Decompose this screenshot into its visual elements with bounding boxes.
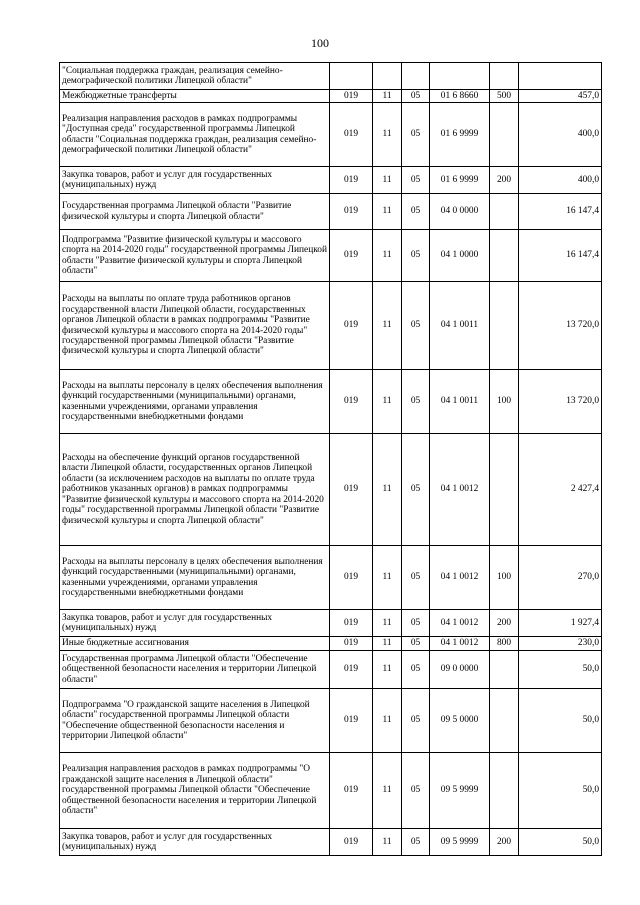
cell-vr (490, 103, 519, 167)
cell-vr: 100 (490, 370, 519, 434)
cell-sum: 16 147,4 (519, 230, 602, 282)
table-row (60, 689, 602, 753)
cell-sum: 50,0 (519, 689, 602, 753)
table-row (60, 103, 602, 167)
table-row (60, 434, 602, 546)
cell-name: Реализация направления расходов в рамках подпрограммы "О гражданской защите населения в Липецкой области" государственной программы Липецкой области "Обеспечение общественной безопасности населения и территории Липецкой области" (60, 753, 330, 829)
cell-sum: 2 427,4 (519, 434, 602, 546)
cell-sum: 13 720,0 (519, 370, 602, 434)
cell-sum (519, 63, 602, 90)
cell-sum: 16 147,4 (519, 194, 602, 230)
cell-rz: 11 (373, 753, 402, 829)
cell-csr: 04 1 0011 (430, 370, 490, 434)
cell-vr (490, 63, 519, 90)
cell-vr (490, 651, 519, 689)
table-row (60, 829, 602, 856)
cell-ved: 019 (330, 194, 373, 230)
cell-pr: 05 (402, 753, 430, 829)
table-row (60, 230, 602, 282)
cell-sum: 230,0 (519, 637, 602, 651)
cell-pr: 05 (402, 651, 430, 689)
cell-pr: 05 (402, 637, 430, 651)
cell-csr: 09 5 9999 (430, 829, 490, 856)
cell-rz: 11 (373, 610, 402, 637)
cell-pr (402, 63, 430, 90)
cell-csr: 01 6 9999 (430, 167, 490, 194)
cell-name: Межбюджетные трансферты (60, 90, 330, 103)
cell-rz: 11 (373, 434, 402, 546)
cell-name: Закупка товаров, работ и услуг для государственных (муниципальных) нужд (60, 610, 330, 637)
cell-name: Закупка товаров, работ и услуг для государственных (муниципальных) нужд (60, 829, 330, 856)
cell-sum: 400,0 (519, 167, 602, 194)
cell-vr: 500 (490, 90, 519, 103)
cell-ved: 019 (330, 370, 373, 434)
cell-sum: 400,0 (519, 103, 602, 167)
cell-vr (490, 434, 519, 546)
table-row (60, 610, 602, 637)
cell-sum: 270,0 (519, 546, 602, 610)
cell-rz: 11 (373, 829, 402, 856)
cell-rz: 11 (373, 194, 402, 230)
cell-csr: 04 0 0000 (430, 194, 490, 230)
cell-rz: 11 (373, 167, 402, 194)
cell-vr: 200 (490, 829, 519, 856)
cell-name: Расходы на выплаты по оплате труда работников органов государственной власти Липецкой области, государственных органов Липецкой области в рамках подпрограммы "Развитие физической культуры и массового спорта на 2014-2020 годы" государственной программы Липецкой области "Развитие физической культуры и спорта Липецкой области" (60, 282, 330, 370)
cell-pr: 05 (402, 689, 430, 753)
cell-rz: 11 (373, 689, 402, 753)
cell-sum: 1 927,4 (519, 610, 602, 637)
cell-name: Государственная программа Липецкой области "Обеспечение общественной безопасности населения и территории Липецкой области" (60, 651, 330, 689)
cell-csr: 04 1 0000 (430, 230, 490, 282)
cell-name: Реализация направления расходов в рамках подпрограммы "Доступная среда" государственной программы Липецкой области "Социальная поддержка граждан, реализация семейно-демографической политики Липецкой области" (60, 103, 330, 167)
cell-name: Расходы на обеспечение функций органов государственной власти Липецкой области, государственных органов Липецкой области (за исключением расходов на выплаты по оплате труда работников указанных органов) в рамках подпрограммы "Развитие физической культуры и массового спорта на 2014-2020 годы" государственной программы Липецкой области "Развитие физической культуры и спорта Липецкой области" (60, 434, 330, 546)
cell-ved: 019 (330, 167, 373, 194)
cell-ved (330, 63, 373, 90)
cell-ved: 019 (330, 829, 373, 856)
table-row (60, 194, 602, 230)
cell-pr: 05 (402, 167, 430, 194)
cell-rz: 11 (373, 546, 402, 610)
table-row (60, 282, 602, 370)
cell-csr: 04 1 0012 (430, 637, 490, 651)
cell-ved: 019 (330, 282, 373, 370)
table-row (60, 63, 602, 90)
cell-ved: 019 (330, 230, 373, 282)
cell-vr (490, 689, 519, 753)
cell-rz (373, 63, 402, 90)
cell-pr: 05 (402, 194, 430, 230)
cell-sum: 50,0 (519, 829, 602, 856)
cell-pr: 05 (402, 90, 430, 103)
table-row (60, 90, 602, 103)
cell-name: Подпрограмма "О гражданской защите населения в Липецкой области" государственной программы Липецкой области "Обеспечение общественной безопасности населения и территории Липецкой области" (60, 689, 330, 753)
cell-csr (430, 63, 490, 90)
cell-name: Расходы на выплаты персоналу в целях обеспечения выполнения функций государственными (муниципальными) органами, казенными учреждениями, органами управления государственными внебюджетными фондами (60, 370, 330, 434)
cell-pr: 05 (402, 829, 430, 856)
cell-csr: 09 5 0000 (430, 689, 490, 753)
cell-pr: 05 (402, 370, 430, 434)
cell-csr: 04 1 0012 (430, 434, 490, 546)
table-row (60, 637, 602, 651)
cell-sum: 50,0 (519, 651, 602, 689)
cell-ved: 019 (330, 434, 373, 546)
cell-name: Закупка товаров, работ и услуг для государственных (муниципальных) нужд (60, 167, 330, 194)
budget-table (59, 62, 602, 856)
cell-csr: 09 0 0000 (430, 651, 490, 689)
cell-rz: 11 (373, 282, 402, 370)
page-number: 100 (311, 36, 329, 50)
cell-pr: 05 (402, 546, 430, 610)
cell-ved: 019 (330, 689, 373, 753)
cell-pr: 05 (402, 230, 430, 282)
cell-pr: 05 (402, 282, 430, 370)
budget-table-body (60, 63, 602, 856)
cell-vr (490, 282, 519, 370)
cell-pr: 05 (402, 610, 430, 637)
cell-vr: 800 (490, 637, 519, 651)
cell-rz: 11 (373, 637, 402, 651)
cell-name: "Социальная поддержка граждан, реализация семейно-демографической политики Липецкой области" (60, 63, 330, 90)
table-row (60, 753, 602, 829)
cell-name: Расходы на выплаты персоналу в целях обеспечения выполнения функций государственными (муниципальными) органами, казенными учреждениями, органами управления государственными внебюджетными фондами (60, 546, 330, 610)
cell-csr: 09 5 9999 (430, 753, 490, 829)
cell-ved: 019 (330, 90, 373, 103)
cell-name: Иные бюджетные ассигнования (60, 637, 330, 651)
cell-rz: 11 (373, 230, 402, 282)
cell-csr: 04 1 0012 (430, 546, 490, 610)
table-row (60, 651, 602, 689)
cell-ved: 019 (330, 637, 373, 651)
cell-name: Государственная программа Липецкой области "Развитие физической культуры и спорта Липецкой области" (60, 194, 330, 230)
cell-vr: 200 (490, 167, 519, 194)
cell-ved: 019 (330, 610, 373, 637)
cell-csr: 01 6 8660 (430, 90, 490, 103)
cell-csr: 04 1 0012 (430, 610, 490, 637)
cell-vr: 100 (490, 546, 519, 610)
cell-csr: 01 6 9999 (430, 103, 490, 167)
table-row (60, 546, 602, 610)
cell-csr: 04 1 0011 (430, 282, 490, 370)
cell-ved: 019 (330, 103, 373, 167)
cell-rz: 11 (373, 651, 402, 689)
table-row (60, 167, 602, 194)
cell-sum: 50,0 (519, 753, 602, 829)
cell-rz: 11 (373, 370, 402, 434)
table-row (60, 370, 602, 434)
cell-sum: 13 720,0 (519, 282, 602, 370)
cell-rz: 11 (373, 103, 402, 167)
cell-ved: 019 (330, 753, 373, 829)
cell-vr (490, 194, 519, 230)
cell-sum: 457,0 (519, 90, 602, 103)
cell-vr: 200 (490, 610, 519, 637)
cell-pr: 05 (402, 434, 430, 546)
cell-vr (490, 753, 519, 829)
cell-pr: 05 (402, 103, 430, 167)
cell-vr (490, 230, 519, 282)
cell-ved: 019 (330, 651, 373, 689)
cell-rz: 11 (373, 90, 402, 103)
cell-name: Подпрограмма "Развитие физической культуры и массового спорта на 2014-2020 годы" государственной программы Липецкой области "Развитие физической культуры и спорта Липецкой области" (60, 230, 330, 282)
cell-ved: 019 (330, 546, 373, 610)
